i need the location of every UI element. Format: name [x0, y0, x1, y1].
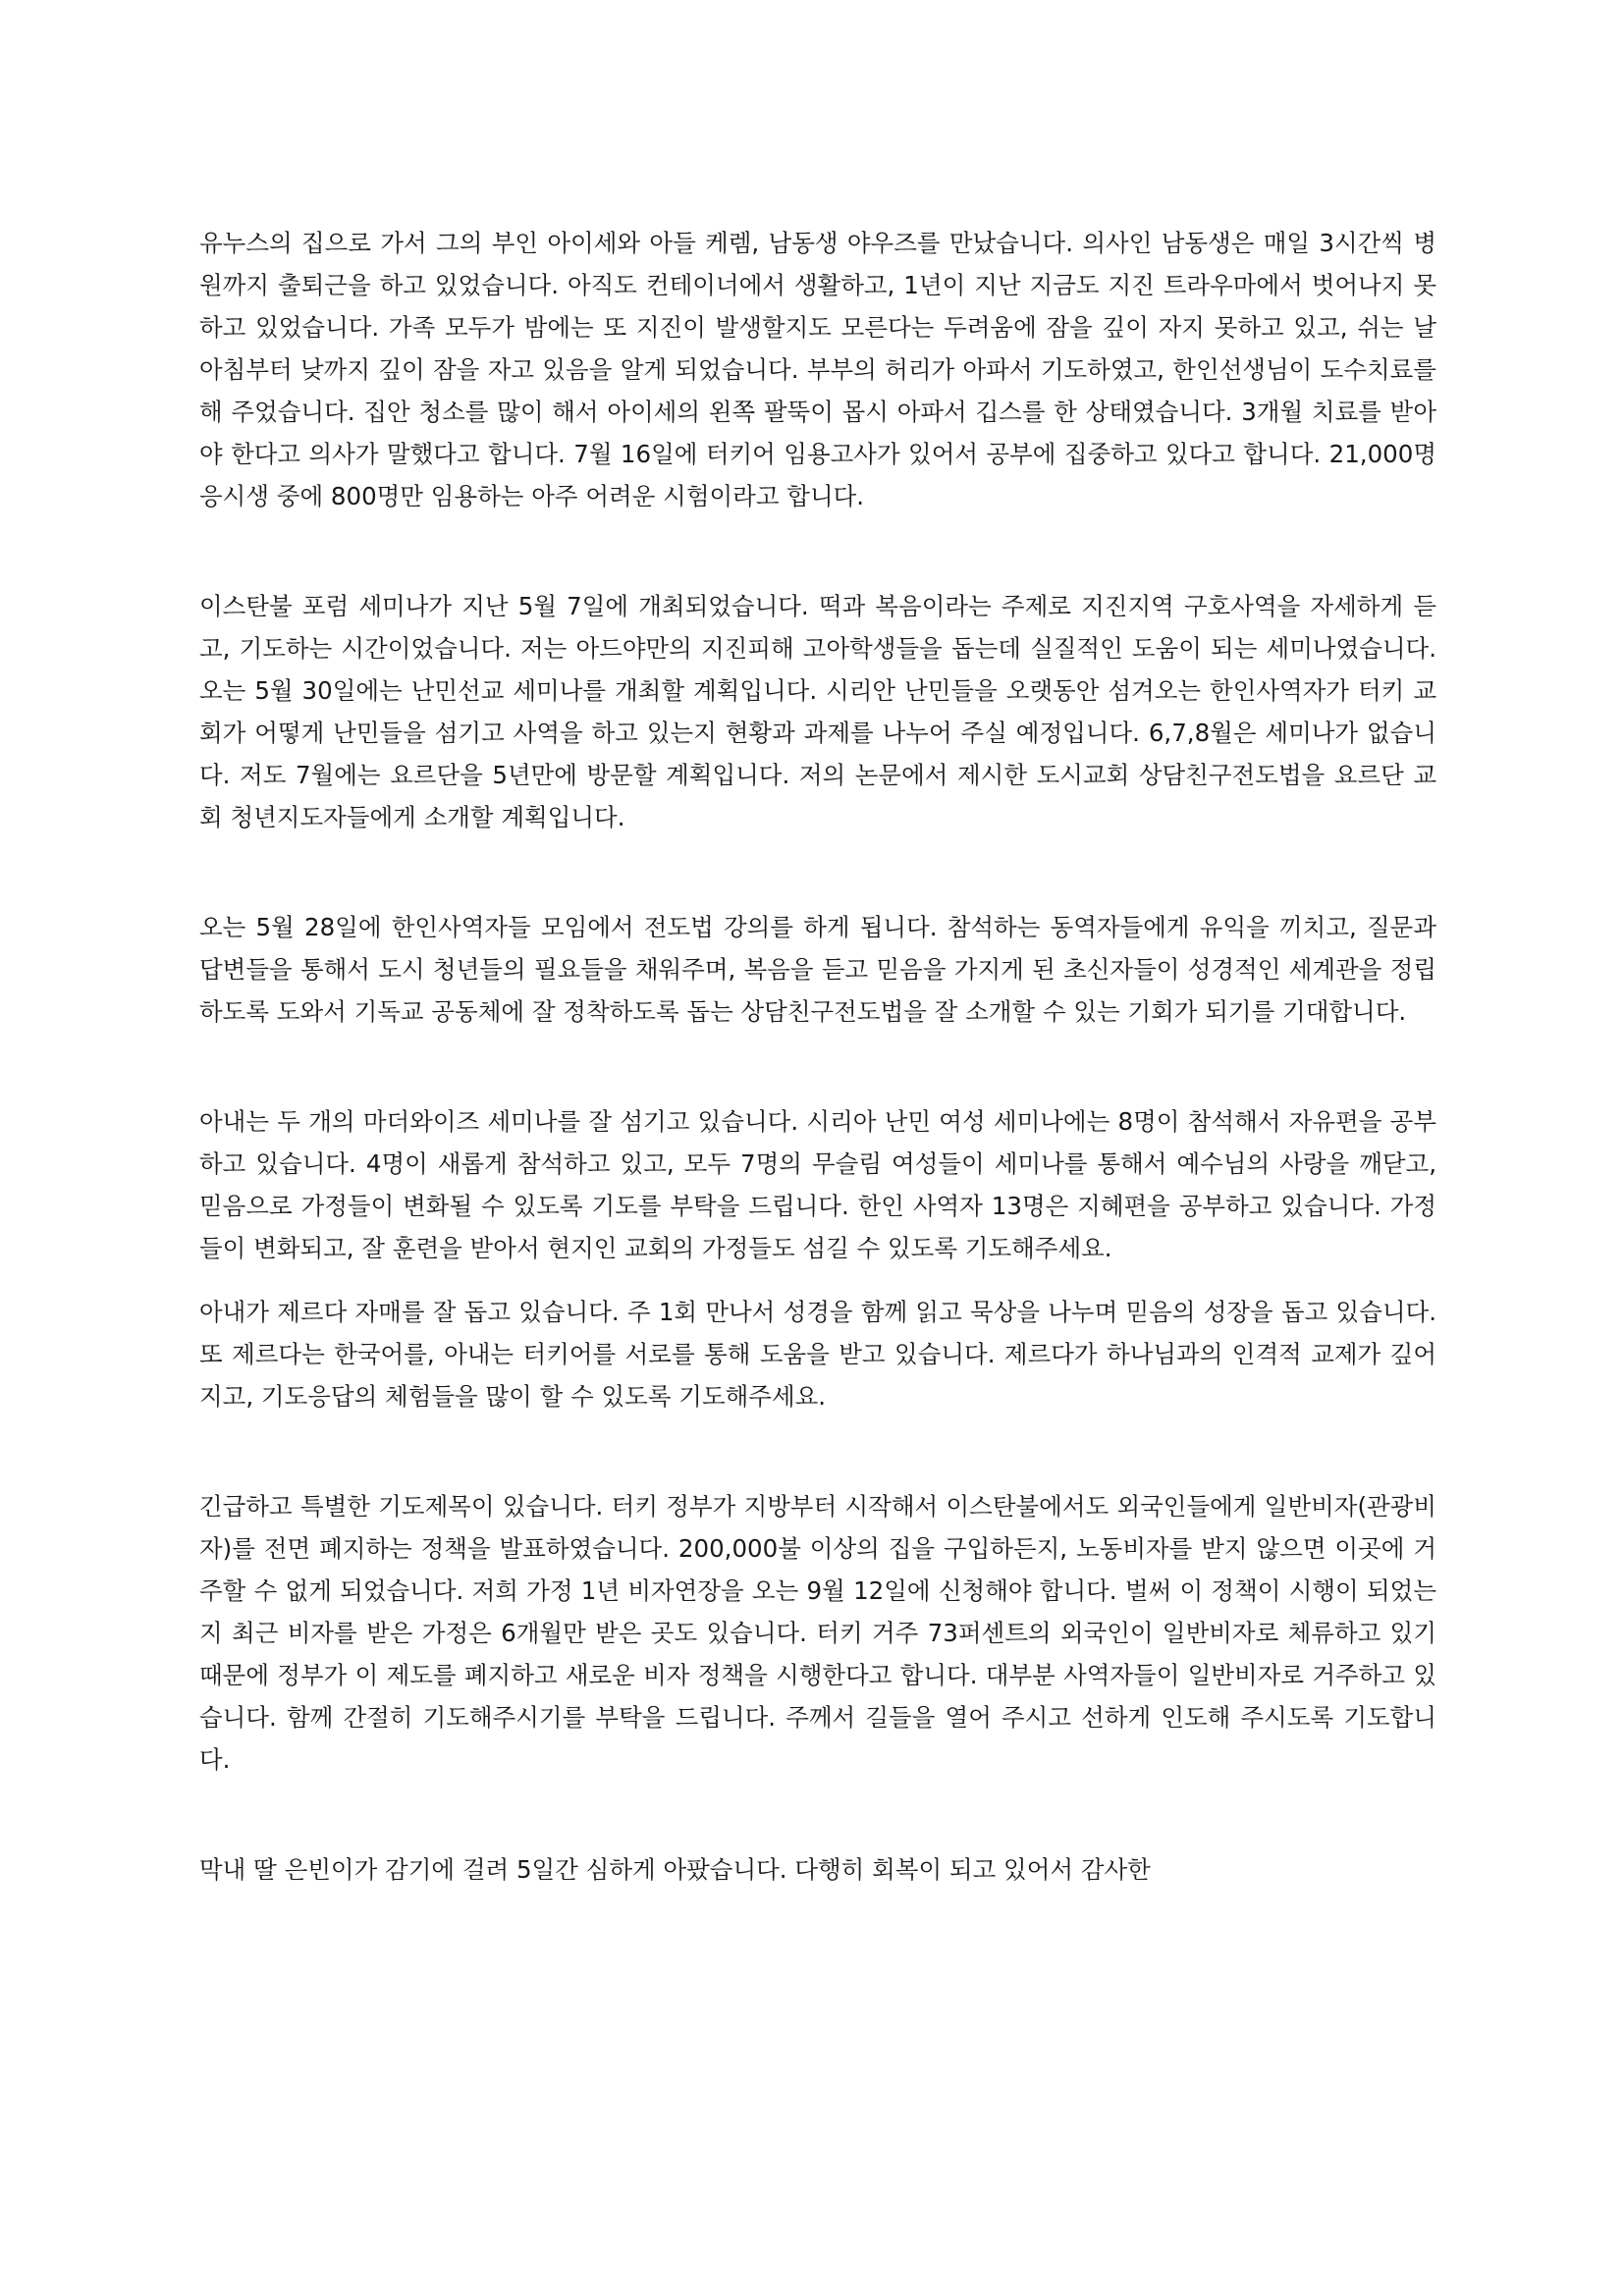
paragraph-istanbul-forum-seminar: 이스탄불 포럼 세미나가 지난 5월 7일에 개최되었습니다. 떡과 복음이라는 주제로 지진지역 구호사역을 자세하게 듣고, 기도하는 시간이었습니다. 저는 아드야만의 지진피해 고아학생들을 돕는데 실질적인 도움이 되는 세미나였습니다. 오는 5월 30일에는 난민선교 세미나를 개최할 계획입니다. 시리안 난민들을 오랫동안 섬겨오는 한인사역자가 터키 교회가 어떻게 난민들을 섬기고 사역을 하고 있는지 현황과 과제를 나누어 주실 예정입니다. 6,7,8월은 세미나가 없습니다. 저도 7월에는 요르단을 5년만에 방문할 계획입니다. 저의 논문에서 제시한 도시교회 상담친구전도법을 요르단 교회 청년지도자들에게 소개할 계획입니다.: [199, 592, 1436, 831]
paragraph-motherwise-seminar: 아내는 두 개의 마더와이즈 세미나를 잘 섬기고 있습니다. 시리아 난민 여성 세미나에는 8명이 참석해서 자유편을 공부하고 있습니다. 4명이 새롭게 참석하고 있고, 모두 7명의 무슬림 여성들이 세미나를 통해서 예수님의 사랑을 깨닫고, 믿음으로 가정들이 변화될 수 있도록 기도를 부탁을 드립니다. 한인 사역자 13명은 지혜편을 공부하고 있습니다. 가정들이 변화되고, 잘 훈련을 받아서 현지인 교회의 가정들도 섬길 수 있도록 기도해주세요.: [199, 1107, 1436, 1262]
document-body: [199, 222, 1436, 1891]
paragraph-yunus-family-visit: 유누스의 집으로 가서 그의 부인 아이세와 아들 케렘, 남동생 야우즈를 만났습니다. 의사인 남동생은 매일 3시간씩 병원까지 출퇴근을 하고 있었습니다. 아직도 컨테이너에서 생활하고, 1년이 지난 지금도 지진 트라우마에서 벗어나지 못하고 있었습니다. 가족 모두가 밤에는 또 지진이 발생할지도 모른다는 두려움에 잠을 깊이 자지 못하고 있고, 쉬는 날 아침부터 낮까지 깊이 잠을 자고 있음을 알게 되었습니다. 부부의 허리가 아파서 기도하였고, 한인선생님이 도수치료를 해 주었습니다. 집안 청소를 많이 해서 아이세의 왼쪽 팔뚝이 몹시 아파서 깁스를 한 상태였습니다. 3개월 치료를 받아야 한다고 의사가 말했다고 합니다. 7월 16일에 터키어 임용고사가 있어서 공부에 집중하고 있다고 합니다. 21,000명 응시생 중에 800명만 임용하는 아주 어려운 시험이라고 합니다.: [199, 229, 1436, 510]
paragraph-urgent-visa-prayer: 긴급하고 특별한 기도제목이 있습니다. 터키 정부가 지방부터 시작해서 이스탄불에서도 외국인들에게 일반비자(관광비자)를 전면 폐지하는 정책을 발표하였습니다. 200,000불 이상의 집을 구입하든지, 노동비자를 받지 않으면 이곳에 거주할 수 없게 되었습니다. 저희 가정 1년 비자연장을 오는 9월 12일에 신청해야 합니다. 벌써 이 정책이 시행이 되었는지 최근 비자를 받은 가정은 6개월만 받은 곳도 있습니다. 터키 거주 73퍼센트의 외국인이 일반비자로 체류하고 있기 때문에 정부가 이 제도를 폐지하고 새로운 비자 정책을 시행한다고 합니다. 대부분 사역자들이 일반비자로 거주하고 있습니다. 함께 간절히 기도해주시기를 부탁을 드립니다. 주께서 길들을 열어 주시고 선하게 인도해 주시도록 기도합니다.: [199, 1492, 1436, 1774]
paragraph-evangelism-lecture: 오는 5월 28일에 한인사역자들 모임에서 전도법 강의를 하게 됩니다. 참석하는 동역자들에게 유익을 끼치고, 질문과 답변들을 통해서 도시 청년들의 필요들을 채워주며, 복음을 듣고 믿음을 가지게 된 초신자들이 성경적인 세계관을 정립하도록 도와서 기독교 공동체에 잘 정착하도록 돕는 상담친구전도법을 잘 소개할 수 있는 기회가 되기를 기대합니다.: [199, 913, 1436, 1026]
paragraph-zerda-sister: 아내가 제르다 자매를 잘 돕고 있습니다. 주 1회 만나서 성경을 함께 읽고 묵상을 나누며 믿음의 성장을 돕고 있습니다. 또 제르다는 한국어를, 아내는 터키어를 서로를 통해 도움을 받고 있습니다. 제르다가 하나님과의 인격적 교제가 깊어지고, 기도응답의 체험들을 많이 할 수 있도록 기도해주세요.: [199, 1298, 1436, 1411]
paragraph-daughter-illness: 막내 딸 은빈이가 감기에 걸려 5일간 심하게 아팠습니다. 다행히 회복이 되고 있어서 감사한: [199, 1855, 1151, 1884]
